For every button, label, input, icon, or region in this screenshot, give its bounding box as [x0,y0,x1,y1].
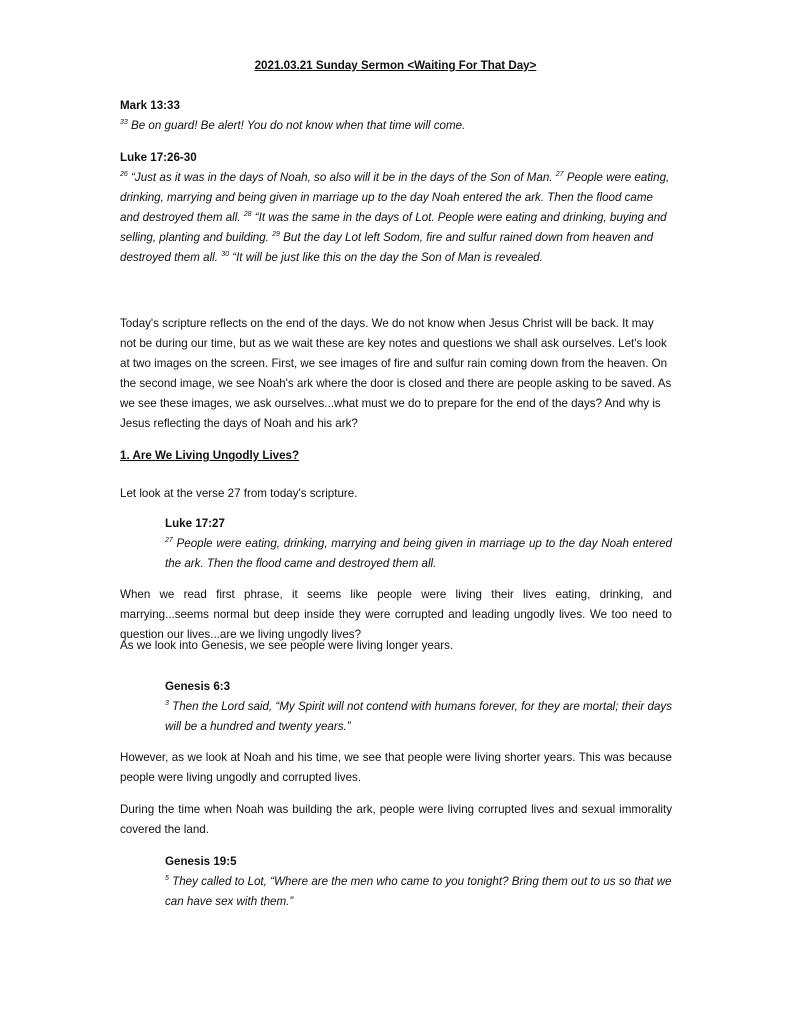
passage-mark-13-33 [120,96,672,136]
passage-reference: Mark 13:33 [120,99,180,112]
verse-number: 28 [243,211,252,219]
passage-reference: Luke 17:26-30 [120,151,197,164]
passage-verse [165,537,672,570]
verse-number: 27 [165,537,173,545]
verse-number: 27 [555,171,564,179]
verse-text: “It will be just like this on the day the Son of Man is revealed. [232,251,543,264]
passage-verse [165,875,672,908]
body-paragraph: During the time when Noah was building the ark, people were living corrupted lives and sexual immorality covered the land. [120,803,672,836]
body-paragraph: As we look into Genesis, we see people were living longer years. [120,639,454,652]
passage-reference: Genesis 6:3 [165,680,231,693]
verse-text: People were eating, drinking, marrying and being given in marriage up to the day Noah entered the ark. Then the flood came and destroyed them all. [165,537,672,570]
intro-paragraph: Today's scripture reflects on the end of the days. We do not know when Jesus Christ will be back. It may not be during our time, but as we wait these are key notes and questions we shall ask ourselves. Let's look at two images on the screen. First, we see images of fire and sulfur rain coming down from the heaven. On the second image, we see Noah's ark where the door is closed and there are people asking to be saved. As we see these images, we ask ourselves...what must we do to prepare for the end of the days? And why is Jesus reflecting the days of Noah and his ark? [120,317,672,430]
verse-number: 26 [120,171,128,179]
passage-verse [120,119,465,132]
passage-reference: Genesis 19:5 [165,855,237,868]
passage-verse [165,700,672,733]
passage-luke-17-26-30 [120,148,672,268]
passage-verses [120,171,669,264]
passage-genesis-6-3 [165,677,672,737]
sermon-title: 2021.03.21 Sunday Sermon <Waiting For That Day> [254,59,537,72]
section-intro: Let look at the verse 27 from today's scripture. [120,487,358,500]
verse-number: 3 [165,700,169,708]
passage-genesis-19-5 [165,852,672,912]
verse-text: But the day Lot left Sodom, fire and sulfur rained down from heaven and destroyed them all. [120,231,654,264]
passage-luke-17-27 [165,514,672,574]
section-heading: 1. Are We Living Ungodly Lives? [120,449,300,462]
passage-reference: Luke 17:27 [165,517,225,530]
body-paragraph: When we read first phrase, it seems like people were living their lives eating, drinking, and marrying...seems normal but deep inside they were corrupted and leading ungodly lives. We too need to question our lives...are we living ungodly lives? [120,588,672,641]
verse-number: 30 [221,251,229,259]
body-paragraph: However, as we look at Noah and his time, we see that people were living shorter years. This was because people were living ungodly and corrupted lives. [120,751,672,784]
verse-text: They called to Lot, “Where are the men who came to you tonight? Bring them out to us so that we can have sex with them.” [165,875,672,908]
verse-text: “Just as it was in the days of Noah, so also will it be in the days of the Son of Man. [131,171,553,184]
verse-text: Then the Lord said, “My Spirit will not contend with humans forever, for they are mortal; their days will be a hundred and twenty years.” [165,700,672,733]
verse-number: 5 [165,875,169,883]
verse-number: 29 [272,231,280,239]
verse-text: Be on guard! Be alert! You do not know when that time will come. [131,119,466,132]
verse-text: “It was the same in the days of Lot. People were eating and drinking, buying and selling, planting and building. [120,211,667,244]
verse-number: 33 [120,119,128,127]
verse-text: People were eating, drinking, marrying and being given in marriage up to the day Noah entered the ark. Then the flood came and destroyed them all. [120,171,670,224]
